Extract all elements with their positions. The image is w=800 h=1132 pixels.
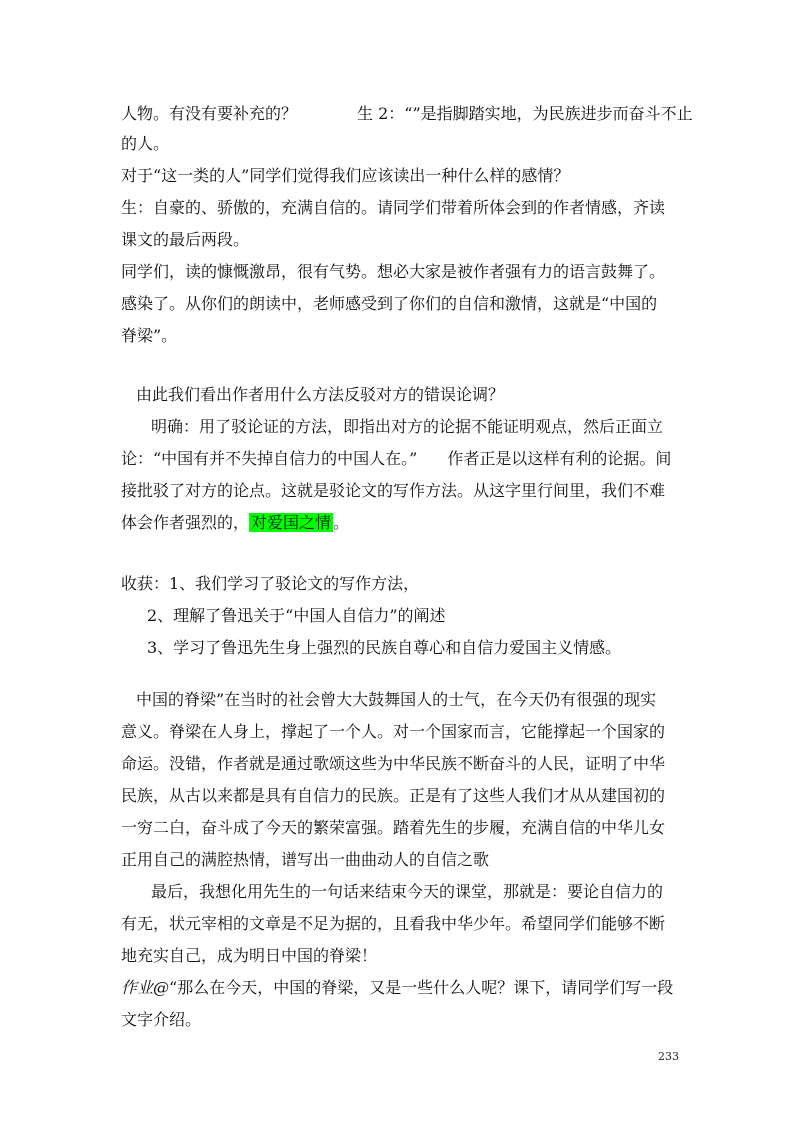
list-item: 2、理解了鲁迅关于“中国人自信力”的阐述: [147, 606, 446, 625]
text-line: 命运。没错，作者就是通过歌颂这些为中华民族不断奋斗的人民，证明了中华: [121, 754, 666, 773]
list-item: 收获：1、我们学习了驳论文的写作方法，: [121, 574, 420, 593]
text-line: 民族，从古以来都是具有自信力的民族。正是有了这些人我们才从从建国初的: [121, 786, 666, 805]
text-line: 生：自豪的、骄傲的，充满自信的。请同学们带着所体会到的作者情感，齐读: [121, 198, 666, 217]
text-segment: 论：“中国有并不失掉自信力的中国人在。”: [121, 449, 418, 468]
text-line: 有无，状元宰相的文章是不足为据的，且看我中华少年。希望同学们能够不断: [121, 914, 666, 933]
text-line: [121, 513, 349, 533]
text-segment: 生 2：“”是指脚踏实地，为民族进步而奋斗不止: [357, 104, 693, 123]
homework-label: 作业@: [121, 978, 170, 997]
list-item: 3、学习了鲁迅先生身上强烈的民族自尊心和自信力爱国主义情感。: [147, 638, 622, 657]
text-segment: “那么在今天，中国的脊梁，又是一些什么人呢？课下，请同学们写一段: [169, 978, 674, 997]
text-line: 明确：用了驳论证的方法，即指出对方的论据不能证明观点，然后正面立: [151, 417, 664, 436]
text-line: 接批驳了对方的论点。这就是驳论文的写作方法。从这字里行间里，我们不难: [121, 481, 666, 500]
text-line: [121, 449, 671, 469]
text-segment: 体会作者强烈的，: [121, 513, 250, 532]
text-line: 同学们，读的慷慨激昂，很有气势。想必大家是被作者强有力的语言鼓舞了。: [121, 262, 666, 281]
text-line: 中国的脊梁”在当时的社会曾大大鼓舞国人的士气，在今天仍有很强的现实: [136, 690, 657, 709]
text-line: 一穷二白，奋斗成了今天的繁荣富强。踏着先生的步履，充满自信的中华儿女: [121, 818, 666, 837]
text-line: 正用自己的满腔热情，谱写出一曲曲动人的自信之歌: [121, 850, 490, 869]
text-line: 地充实自己，成为明日中国的脊梁！: [121, 946, 378, 965]
text-line: 课文的最后两段。: [121, 230, 250, 249]
text-line: [121, 978, 673, 998]
text-segment: 。: [333, 513, 350, 532]
text-line: 对于“这一类的人”同学们觉得我们应该读出一种什么样的感情？: [121, 166, 570, 185]
text-line: 脊梁”。: [121, 326, 178, 345]
text-line: 意义。脊梁在人身上，撑起了一个人。对一个国家而言，它能撑起一个国家的: [121, 722, 666, 741]
text-line: 的人。: [121, 134, 170, 153]
page-number: 233: [658, 1050, 679, 1063]
text-line: 最后，我想化用先生的一句话来结束今天的课堂，那就是：要论自信力的: [151, 882, 664, 901]
text-line: 感染了。从你们的朗读中，老师感受到了你们的自信和激情，这就是“中国的: [121, 294, 658, 313]
text-segment: 人物。有没有要补充的？: [121, 104, 298, 123]
text-line: [121, 104, 693, 124]
text-line: 文字介绍。: [121, 1010, 202, 1029]
text-segment: 作者正是以这样有利的论据。间: [447, 449, 672, 468]
highlighted-text: 对爱国之情: [251, 513, 332, 532]
text-line: 由此我们看出作者用什么方法反驳对方的错误论调？: [136, 385, 505, 404]
